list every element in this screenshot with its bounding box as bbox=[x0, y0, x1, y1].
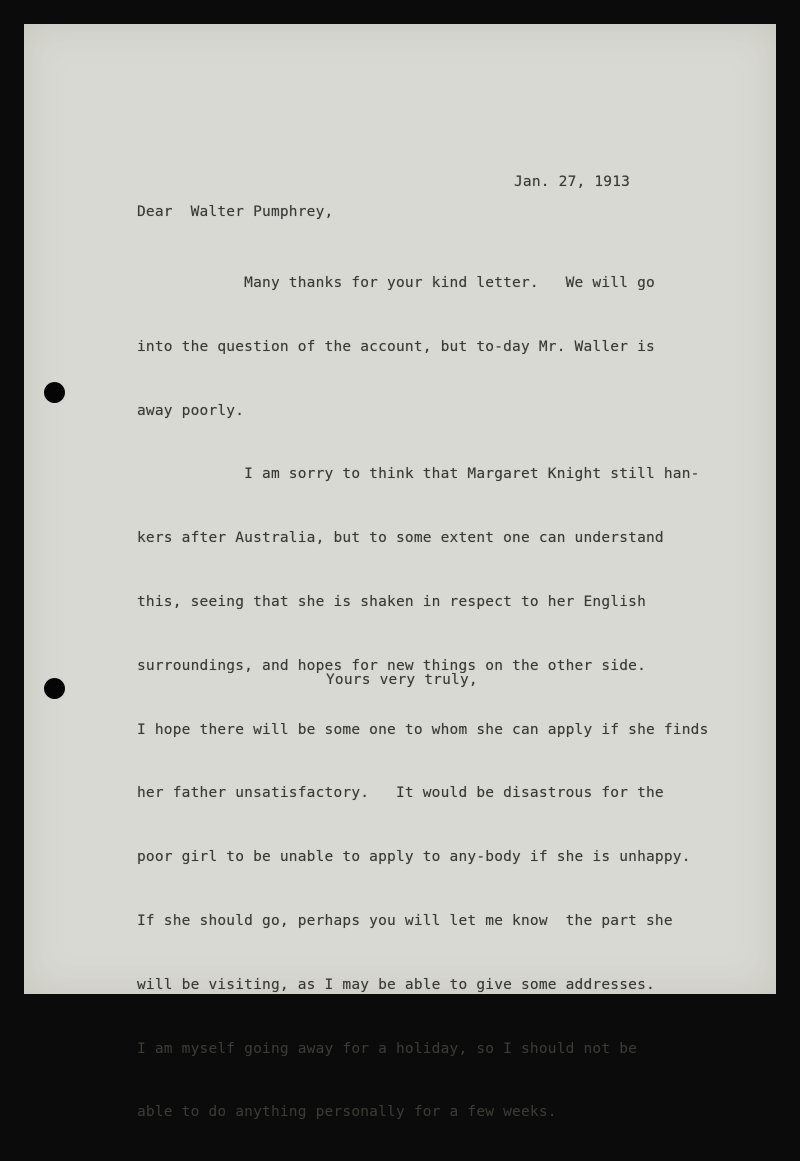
letter-salutation: Dear Walter Pumphrey, bbox=[137, 204, 334, 220]
letter-line: into the question of the account, but to-day Mr. Waller is bbox=[137, 338, 655, 355]
letter-line: If she should go, perhaps you will let me know the part she bbox=[137, 912, 673, 929]
letter-line: kers after Australia, but to some extent one can understand bbox=[137, 530, 664, 547]
letter-page bbox=[24, 24, 776, 1121]
letter-line: her father unsatisfactory. It would be disastrous for the bbox=[137, 785, 664, 802]
letter-line: surroundings, and hopes for new things on the other side. bbox=[137, 657, 646, 674]
letter-line: I am sorry to think that Margaret Knight still han- bbox=[137, 466, 700, 483]
letter-line: Many thanks for your kind letter. We will go bbox=[137, 275, 655, 291]
punch-hole bbox=[44, 382, 65, 403]
punch-hole bbox=[44, 678, 65, 699]
letter-line: this, seeing that she is shaken in respect to her English bbox=[137, 593, 646, 610]
letter-line: I hope there will be some one to whom she can apply if she finds bbox=[137, 721, 709, 738]
letter-line: I am myself going away for a holiday, so I should not be bbox=[137, 1040, 638, 1057]
letter-closing: Yours very truly, bbox=[326, 672, 478, 688]
letter-body bbox=[137, 236, 709, 1161]
letter-line: will be visiting, as I may be able to give some addresses. bbox=[137, 976, 655, 993]
letter-line: able to do anything personally for a few weeks. bbox=[137, 1104, 557, 1121]
letter-date: Jan. 27, 1913 bbox=[514, 174, 631, 190]
letter-line: away poorly. bbox=[137, 402, 245, 419]
letter-line: poor girl to be unable to apply to any-body if she is unhappy. bbox=[137, 849, 691, 866]
